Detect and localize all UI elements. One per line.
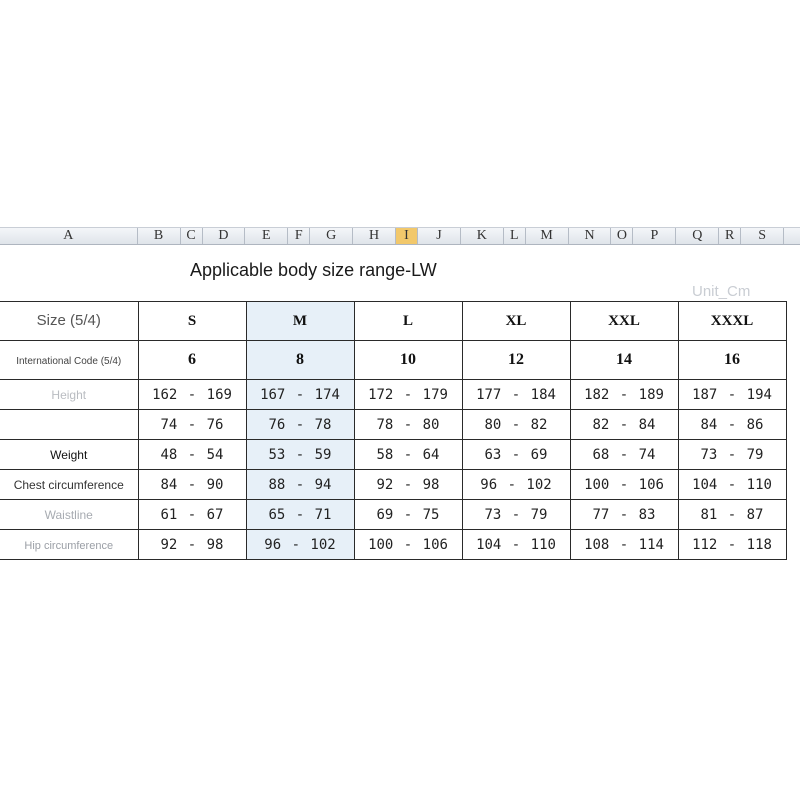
range-value: 73 - 79 bbox=[700, 446, 764, 463]
code-cell[interactable] bbox=[462, 341, 570, 380]
column-header-c[interactable]: C bbox=[181, 228, 203, 244]
range-value: 182 - 189 bbox=[584, 386, 664, 403]
code-value: 10 bbox=[400, 351, 416, 368]
measurement-label: Weight bbox=[50, 447, 88, 462]
range-value: 73 - 79 bbox=[484, 506, 548, 523]
measurement-row-waist bbox=[0, 500, 786, 530]
range-value: 81 - 87 bbox=[700, 506, 764, 523]
range-cell[interactable] bbox=[354, 470, 462, 500]
measurement-label-cell[interactable] bbox=[0, 500, 138, 530]
range-cell[interactable] bbox=[570, 500, 678, 530]
range-value: 167 - 174 bbox=[260, 386, 340, 403]
range-value: 63 - 69 bbox=[484, 446, 548, 463]
range-value: 58 - 64 bbox=[376, 446, 440, 463]
size-cell[interactable] bbox=[678, 302, 786, 341]
range-cell[interactable] bbox=[138, 530, 246, 560]
range-cell[interactable] bbox=[138, 440, 246, 470]
range-cell[interactable] bbox=[678, 470, 786, 500]
range-cell[interactable] bbox=[246, 380, 354, 410]
range-value: 112 - 118 bbox=[692, 536, 772, 553]
range-cell[interactable] bbox=[462, 500, 570, 530]
range-value: 84 - 86 bbox=[700, 416, 764, 433]
range-cell[interactable] bbox=[570, 410, 678, 440]
code-value: 12 bbox=[508, 351, 524, 368]
measurement-row-chest bbox=[0, 470, 786, 500]
range-cell[interactable] bbox=[462, 380, 570, 410]
range-cell[interactable] bbox=[570, 380, 678, 410]
column-header-j[interactable]: J bbox=[418, 228, 461, 244]
range-value: 108 - 114 bbox=[584, 536, 664, 553]
range-cell[interactable] bbox=[570, 530, 678, 560]
range-cell[interactable] bbox=[138, 470, 246, 500]
range-value: 172 - 179 bbox=[368, 386, 448, 403]
range-value: 104 - 110 bbox=[476, 536, 556, 553]
range-value: 74 - 76 bbox=[160, 416, 224, 433]
range-cell[interactable] bbox=[462, 530, 570, 560]
range-cell[interactable] bbox=[246, 530, 354, 560]
range-cell[interactable] bbox=[678, 410, 786, 440]
size-value: XL bbox=[505, 313, 527, 329]
code-cell[interactable] bbox=[138, 341, 246, 380]
range-cell[interactable] bbox=[462, 470, 570, 500]
column-header-rest bbox=[784, 228, 800, 244]
range-cell[interactable] bbox=[354, 530, 462, 560]
range-value: 100 - 106 bbox=[584, 476, 664, 493]
column-header-q[interactable]: Q bbox=[676, 228, 719, 244]
range-value: 96 - 102 bbox=[480, 476, 552, 493]
range-value: 77 - 83 bbox=[592, 506, 656, 523]
range-value: 76 - 78 bbox=[268, 416, 332, 433]
measurement-label: Waistline bbox=[44, 507, 93, 522]
size-value: XXL bbox=[608, 313, 640, 329]
column-header-n[interactable]: N bbox=[569, 228, 612, 244]
column-header-e[interactable]: E bbox=[245, 228, 288, 244]
code-cell[interactable] bbox=[678, 341, 786, 380]
range-cell[interactable] bbox=[138, 500, 246, 530]
column-header-m[interactable]: M bbox=[526, 228, 569, 244]
range-cell[interactable] bbox=[570, 470, 678, 500]
range-value: 88 - 94 bbox=[268, 476, 332, 493]
code-value: 6 bbox=[188, 351, 196, 368]
range-cell[interactable] bbox=[354, 500, 462, 530]
measurement-row-height bbox=[0, 380, 786, 410]
range-value: 69 - 75 bbox=[376, 506, 440, 523]
size-value: S bbox=[187, 313, 197, 329]
measurement-label-cell[interactable] bbox=[0, 470, 138, 500]
column-header-s[interactable]: S bbox=[741, 228, 784, 244]
column-header-a[interactable]: A bbox=[0, 228, 138, 244]
size-cell[interactable] bbox=[570, 302, 678, 341]
size-cell-highlighted[interactable] bbox=[246, 302, 354, 341]
column-header-i[interactable]: I bbox=[396, 228, 418, 244]
range-cell[interactable] bbox=[462, 410, 570, 440]
spreadsheet-column-header bbox=[0, 227, 800, 245]
range-cell[interactable] bbox=[138, 380, 246, 410]
code-value: 8 bbox=[296, 351, 304, 368]
range-cell[interactable] bbox=[354, 380, 462, 410]
range-value: 92 - 98 bbox=[376, 476, 440, 493]
range-value: 162 - 169 bbox=[152, 386, 232, 403]
size-row-header[interactable] bbox=[0, 302, 138, 341]
measurement-row-unlabeled bbox=[0, 410, 786, 440]
code-cell[interactable] bbox=[570, 341, 678, 380]
column-header-k[interactable]: K bbox=[461, 228, 504, 244]
range-cell[interactable] bbox=[246, 440, 354, 470]
range-value: 92 - 98 bbox=[160, 536, 224, 553]
range-cell[interactable] bbox=[354, 440, 462, 470]
column-header-d[interactable]: D bbox=[203, 228, 246, 244]
range-value: 187 - 194 bbox=[692, 386, 772, 403]
range-cell[interactable] bbox=[678, 530, 786, 560]
range-value: 53 - 59 bbox=[268, 446, 332, 463]
code-row bbox=[0, 341, 786, 380]
column-header-r[interactable]: R bbox=[719, 228, 741, 244]
size-row bbox=[0, 302, 786, 341]
size-value: L bbox=[402, 313, 413, 329]
range-value: 78 - 80 bbox=[376, 416, 440, 433]
measurement-row-hip bbox=[0, 530, 786, 560]
range-value: 68 - 74 bbox=[592, 446, 656, 463]
range-value: 177 - 184 bbox=[476, 386, 556, 403]
column-header-p[interactable]: P bbox=[633, 228, 676, 244]
code-value: 14 bbox=[616, 351, 632, 368]
measurement-label-cell[interactable] bbox=[0, 410, 138, 440]
size-chart-table bbox=[0, 301, 787, 560]
code-row-label: International Code (5/4) bbox=[16, 356, 122, 367]
code-value: 16 bbox=[724, 351, 740, 368]
range-value: 96 - 102 bbox=[264, 536, 336, 553]
size-value: M bbox=[292, 313, 308, 329]
range-value: 61 - 67 bbox=[160, 506, 224, 523]
range-cell[interactable] bbox=[354, 410, 462, 440]
column-header-b[interactable]: B bbox=[138, 228, 181, 244]
range-value: 80 - 82 bbox=[484, 416, 548, 433]
column-header-o[interactable]: O bbox=[611, 228, 633, 244]
measurement-label: Hip circumference bbox=[24, 539, 114, 552]
size-cell[interactable] bbox=[354, 302, 462, 341]
measurement-row-weight bbox=[0, 440, 786, 470]
column-header-h[interactable]: H bbox=[353, 228, 396, 244]
table-title: Applicable body size range-LW bbox=[190, 260, 437, 280]
measurement-label: Chest circumference bbox=[13, 477, 124, 492]
measurement-label: Height bbox=[51, 387, 87, 402]
range-cell[interactable] bbox=[678, 380, 786, 410]
size-row-label: Size (5/4) bbox=[36, 312, 101, 329]
size-value: XXXL bbox=[710, 313, 754, 329]
range-cell[interactable] bbox=[678, 440, 786, 470]
range-cell[interactable] bbox=[246, 500, 354, 530]
range-cell[interactable] bbox=[570, 440, 678, 470]
range-cell[interactable] bbox=[678, 500, 786, 530]
range-value: 84 - 90 bbox=[160, 476, 224, 493]
range-value: 104 - 110 bbox=[692, 476, 772, 493]
size-cell[interactable] bbox=[138, 302, 246, 341]
column-header-f[interactable]: F bbox=[288, 228, 310, 244]
measurement-label-cell[interactable] bbox=[0, 530, 138, 560]
unit-label: Unit_Cm bbox=[692, 283, 751, 300]
range-value: 65 - 71 bbox=[268, 506, 332, 523]
code-row-header[interactable] bbox=[0, 341, 138, 380]
range-value: 48 - 54 bbox=[160, 446, 224, 463]
column-header-l[interactable]: L bbox=[504, 228, 526, 244]
measurement-label-cell[interactable] bbox=[0, 380, 138, 410]
range-value: 82 - 84 bbox=[592, 416, 656, 433]
measurement-label-cell[interactable] bbox=[0, 440, 138, 470]
size-cell[interactable] bbox=[462, 302, 570, 341]
range-cell[interactable] bbox=[246, 410, 354, 440]
range-cell[interactable] bbox=[246, 470, 354, 500]
range-value: 100 - 106 bbox=[368, 536, 448, 553]
code-cell[interactable] bbox=[354, 341, 462, 380]
code-cell-highlighted[interactable] bbox=[246, 341, 354, 380]
range-cell[interactable] bbox=[138, 410, 246, 440]
column-header-g[interactable]: G bbox=[310, 228, 353, 244]
range-cell[interactable] bbox=[462, 440, 570, 470]
